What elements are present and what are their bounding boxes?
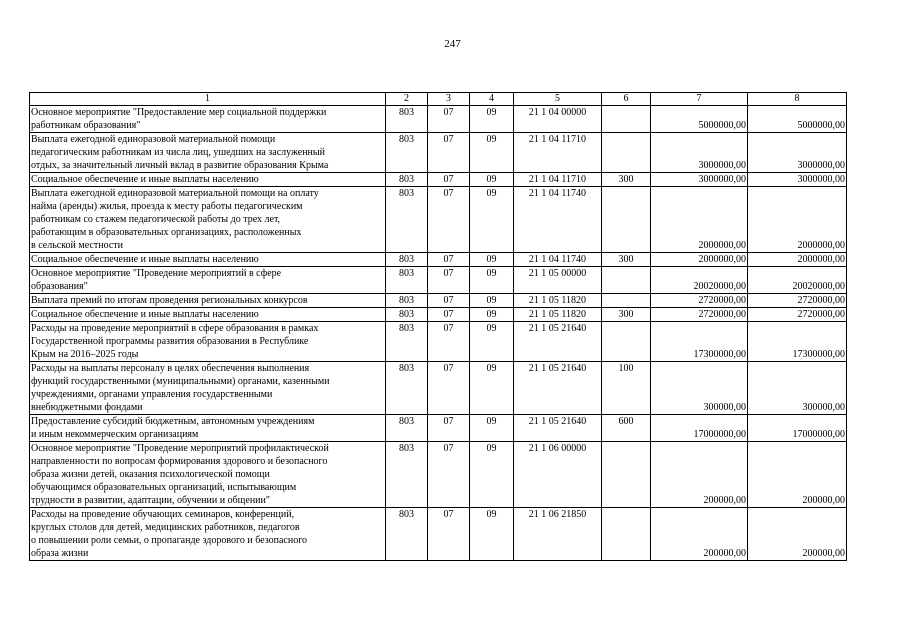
row-code-cell: 07 bbox=[428, 308, 470, 322]
row-code-cell: 21 1 05 21640 bbox=[514, 322, 602, 362]
row-code-cell: 803 bbox=[386, 362, 428, 415]
column-header: 1 bbox=[30, 93, 386, 106]
row-name-cell: Выплата ежегодной единоразовой материальной помощи педагогическим работникам из числа лиц, ушедших на заслуженный отдых, за значительный личный вклад в развитие образования Крыма bbox=[30, 133, 386, 173]
table-row bbox=[30, 294, 847, 308]
row-code-cell: 07 bbox=[428, 133, 470, 173]
row-code-cell: 803 bbox=[386, 294, 428, 308]
row-amount-cell: 2720000,00 bbox=[651, 294, 748, 308]
row-code-cell: 07 bbox=[428, 294, 470, 308]
row-code-cell: 21 1 05 11820 bbox=[514, 294, 602, 308]
row-code-cell: 803 bbox=[386, 508, 428, 561]
table-row bbox=[30, 362, 847, 415]
row-code-cell bbox=[602, 294, 651, 308]
row-amount-cell: 3000000,00 bbox=[748, 173, 847, 187]
row-code-cell: 803 bbox=[386, 187, 428, 253]
row-amount-cell: 200000,00 bbox=[748, 508, 847, 561]
row-amount-cell: 300000,00 bbox=[651, 362, 748, 415]
column-header: 2 bbox=[386, 93, 428, 106]
row-amount-cell: 2000000,00 bbox=[748, 187, 847, 253]
row-code-cell: 09 bbox=[470, 173, 514, 187]
table-row bbox=[30, 253, 847, 267]
row-code-cell bbox=[602, 133, 651, 173]
row-name-cell: Выплата ежегодной единоразовой материальной помощи на оплату найма (аренды) жилья, проезда к месту работы педагогическим работникам со стажем педагогической работы до трех лет, работающим в образовательных организациях, расположенных в сельской местности bbox=[30, 187, 386, 253]
row-name-cell: Расходы на проведение обучающих семинаров, конференций, круглых столов для детей, медицинских работников, педагогов о повышении роли семьи, о пропаганде здорового и безопасного образа жизни bbox=[30, 508, 386, 561]
table-row bbox=[30, 415, 847, 442]
row-code-cell: 21 1 05 00000 bbox=[514, 267, 602, 294]
row-code-cell: 09 bbox=[470, 308, 514, 322]
row-amount-cell: 17000000,00 bbox=[651, 415, 748, 442]
row-code-cell: 300 bbox=[602, 253, 651, 267]
row-amount-cell: 2720000,00 bbox=[748, 294, 847, 308]
row-amount-cell: 200000,00 bbox=[651, 508, 748, 561]
row-name-cell: Основное мероприятие "Проведение мероприятий профилактической направленности по вопросам формирования здорового и безопасного образа жизни детей, оказания психологической помощи обучающимся образовательных организаций, испытывающим трудности в развитии, адаптации, обучении и общении" bbox=[30, 442, 386, 508]
column-header: 3 bbox=[428, 93, 470, 106]
row-code-cell: 07 bbox=[428, 415, 470, 442]
table-body bbox=[30, 106, 847, 561]
row-code-cell: 803 bbox=[386, 133, 428, 173]
table-row bbox=[30, 173, 847, 187]
row-name-cell: Социальное обеспечение и иные выплаты населению bbox=[30, 253, 386, 267]
column-header: 4 bbox=[470, 93, 514, 106]
row-code-cell: 09 bbox=[470, 187, 514, 253]
row-code-cell: 09 bbox=[470, 415, 514, 442]
row-code-cell: 09 bbox=[470, 322, 514, 362]
row-code-cell: 21 1 04 11740 bbox=[514, 253, 602, 267]
table-row bbox=[30, 322, 847, 362]
row-name-cell: Выплата премий по итогам проведения региональных конкурсов bbox=[30, 294, 386, 308]
row-amount-cell: 17300000,00 bbox=[651, 322, 748, 362]
row-code-cell: 07 bbox=[428, 442, 470, 508]
row-amount-cell: 17300000,00 bbox=[748, 322, 847, 362]
row-code-cell: 100 bbox=[602, 362, 651, 415]
row-code-cell: 09 bbox=[470, 267, 514, 294]
table-header-row bbox=[30, 93, 847, 106]
row-code-cell: 21 1 04 00000 bbox=[514, 106, 602, 133]
row-name-cell: Предоставление субсидий бюджетным, автономным учреждениям и иным некоммерческим организациям bbox=[30, 415, 386, 442]
row-name-cell: Социальное обеспечение и иные выплаты населению bbox=[30, 173, 386, 187]
row-code-cell: 21 1 04 11710 bbox=[514, 133, 602, 173]
row-code-cell: 600 bbox=[602, 415, 651, 442]
row-amount-cell: 2000000,00 bbox=[748, 253, 847, 267]
table-row bbox=[30, 267, 847, 294]
row-code-cell: 21 1 05 21640 bbox=[514, 362, 602, 415]
row-code-cell bbox=[602, 442, 651, 508]
row-code-cell: 300 bbox=[602, 173, 651, 187]
budget-table bbox=[29, 92, 847, 561]
row-amount-cell: 5000000,00 bbox=[651, 106, 748, 133]
row-name-cell: Основное мероприятие "Проведение мероприятий в сфере образования" bbox=[30, 267, 386, 294]
row-amount-cell: 200000,00 bbox=[651, 442, 748, 508]
row-amount-cell: 300000,00 bbox=[748, 362, 847, 415]
row-code-cell: 07 bbox=[428, 106, 470, 133]
row-code-cell: 09 bbox=[470, 442, 514, 508]
row-code-cell: 07 bbox=[428, 173, 470, 187]
row-amount-cell: 20020000,00 bbox=[748, 267, 847, 294]
row-code-cell bbox=[602, 322, 651, 362]
row-amount-cell: 200000,00 bbox=[748, 442, 847, 508]
row-amount-cell: 2000000,00 bbox=[651, 253, 748, 267]
row-code-cell: 07 bbox=[428, 508, 470, 561]
row-code-cell: 07 bbox=[428, 267, 470, 294]
row-code-cell bbox=[602, 267, 651, 294]
row-code-cell: 803 bbox=[386, 442, 428, 508]
table-row bbox=[30, 133, 847, 173]
row-code-cell bbox=[602, 508, 651, 561]
row-code-cell: 21 1 04 11740 bbox=[514, 187, 602, 253]
row-code-cell: 09 bbox=[470, 133, 514, 173]
column-header: 5 bbox=[514, 93, 602, 106]
row-code-cell: 07 bbox=[428, 187, 470, 253]
row-code-cell: 07 bbox=[428, 362, 470, 415]
row-code-cell: 21 1 05 11820 bbox=[514, 308, 602, 322]
row-amount-cell: 3000000,00 bbox=[651, 173, 748, 187]
row-amount-cell: 2000000,00 bbox=[651, 187, 748, 253]
row-code-cell: 803 bbox=[386, 253, 428, 267]
row-code-cell: 803 bbox=[386, 106, 428, 133]
table-row bbox=[30, 106, 847, 133]
row-code-cell: 09 bbox=[470, 508, 514, 561]
column-header: 7 bbox=[651, 93, 748, 106]
row-code-cell: 09 bbox=[470, 362, 514, 415]
row-code-cell: 09 bbox=[470, 294, 514, 308]
row-code-cell: 09 bbox=[470, 106, 514, 133]
row-code-cell: 07 bbox=[428, 253, 470, 267]
row-code-cell: 09 bbox=[470, 253, 514, 267]
row-amount-cell: 2720000,00 bbox=[651, 308, 748, 322]
row-code-cell: 803 bbox=[386, 267, 428, 294]
row-amount-cell: 5000000,00 bbox=[748, 106, 847, 133]
row-code-cell: 803 bbox=[386, 322, 428, 362]
row-amount-cell: 2720000,00 bbox=[748, 308, 847, 322]
row-code-cell: 803 bbox=[386, 173, 428, 187]
row-code-cell: 07 bbox=[428, 322, 470, 362]
row-code-cell: 300 bbox=[602, 308, 651, 322]
row-amount-cell: 20020000,00 bbox=[651, 267, 748, 294]
table-row bbox=[30, 187, 847, 253]
row-code-cell: 803 bbox=[386, 308, 428, 322]
column-header: 6 bbox=[602, 93, 651, 106]
row-code-cell: 803 bbox=[386, 415, 428, 442]
table-row bbox=[30, 308, 847, 322]
row-name-cell: Социальное обеспечение и иные выплаты населению bbox=[30, 308, 386, 322]
row-code-cell bbox=[602, 106, 651, 133]
row-code-cell: 21 1 05 21640 bbox=[514, 415, 602, 442]
row-code-cell bbox=[602, 187, 651, 253]
table-row bbox=[30, 508, 847, 561]
row-amount-cell: 3000000,00 bbox=[748, 133, 847, 173]
table-row bbox=[30, 442, 847, 508]
row-name-cell: Расходы на выплаты персоналу в целях обеспечения выполнения функций государственными (муниципальными) органами, казенными учреждениями, органами управления государственными внебюджетными фондами bbox=[30, 362, 386, 415]
row-name-cell: Расходы на проведение мероприятий в сфере образования в рамках Государственной программы развития образования в Республике Крым на 2016–2025 годы bbox=[30, 322, 386, 362]
row-code-cell: 21 1 06 00000 bbox=[514, 442, 602, 508]
row-name-cell: Основное мероприятие "Предоставление мер социальной поддержки работникам образования" bbox=[30, 106, 386, 133]
page-number: 247 bbox=[444, 38, 461, 50]
column-header: 8 bbox=[748, 93, 847, 106]
row-code-cell: 21 1 04 11710 bbox=[514, 173, 602, 187]
row-code-cell: 21 1 06 21850 bbox=[514, 508, 602, 561]
row-amount-cell: 3000000,00 bbox=[651, 133, 748, 173]
row-amount-cell: 17000000,00 bbox=[748, 415, 847, 442]
